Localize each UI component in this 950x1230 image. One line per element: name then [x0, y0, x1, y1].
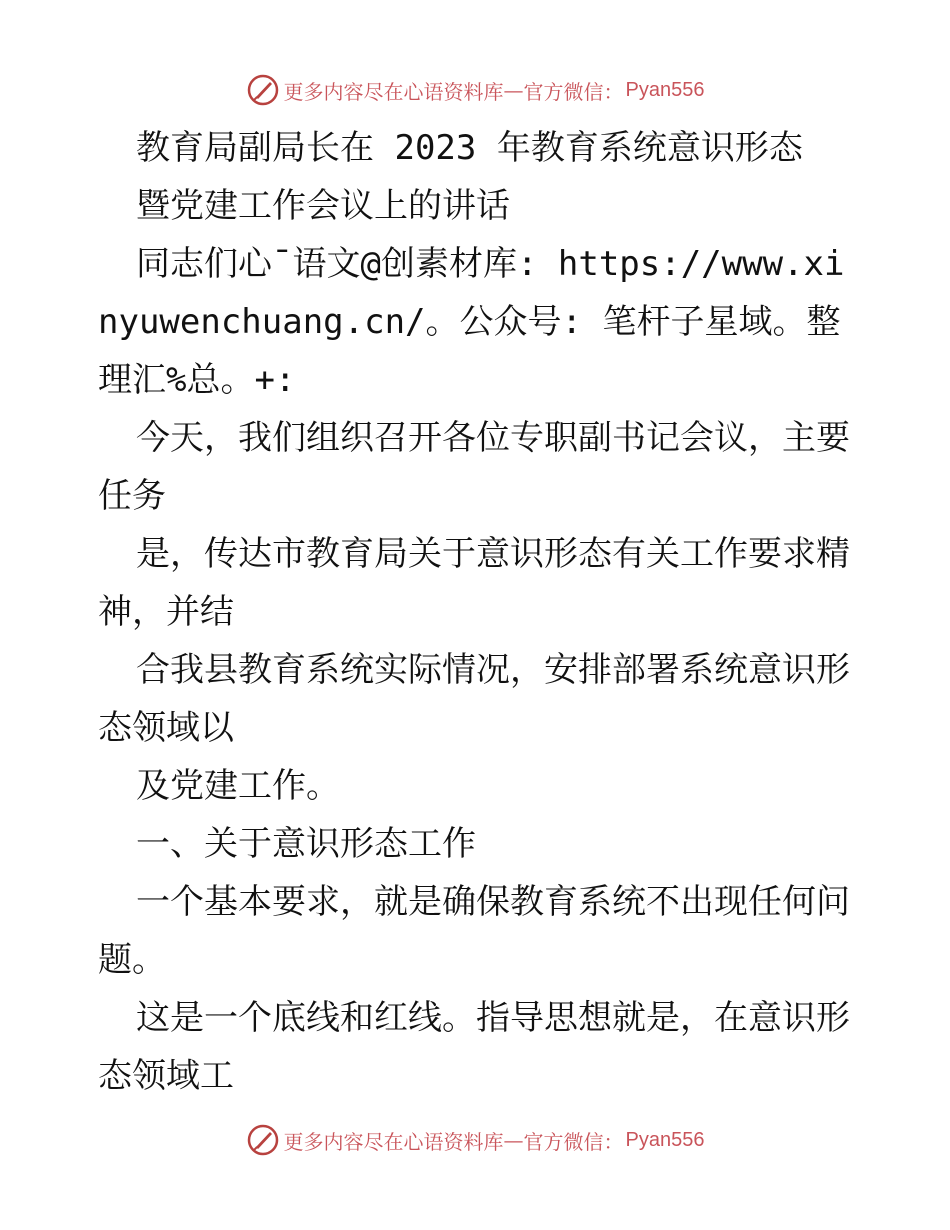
header-watermark	[0, 70, 950, 110]
title-line-2: 暨党建工作会议上的讲话	[136, 186, 510, 226]
quill-logo-icon	[246, 1123, 280, 1157]
section-heading: 一、关于意识形态工作	[136, 824, 476, 864]
footer-watermark	[0, 1120, 950, 1160]
banner-label: 官方微信：	[523, 79, 624, 104]
document-body	[98, 119, 858, 1105]
banner-dash: —	[503, 78, 524, 102]
paragraph: 一个基本要求，就是确保教育系统不出现任何问题。	[98, 882, 850, 980]
banner-text: 更多内容尽在心语资料库	[283, 79, 504, 104]
quill-logo-icon	[246, 73, 280, 107]
paragraph: 今天，我们组织召开各位专职副书记会议，主要任务	[98, 418, 850, 516]
paragraph: 及党建工作。	[136, 766, 340, 806]
banner-wechat: Pyan556	[625, 1128, 705, 1151]
title-line-1: 教育局副局长在 2023 年教育系统意识形态	[136, 128, 803, 168]
banner-wechat: Pyan556	[625, 78, 705, 101]
paragraph: 是，传达市教育局关于意识形态有关工作要求精神，并结	[98, 534, 850, 632]
banner-text: 更多内容尽在心语资料库	[283, 1129, 504, 1154]
paragraph: 同志们心¯语文@创素材库: https://www.xinyuwenchuang.cn/。公众号: 笔杆子星域。整理汇%总。+:	[98, 244, 845, 400]
paragraph: 合我县教育系统实际情况，安排部署系统意识形态领域以	[98, 650, 850, 748]
banner-label: 官方微信：	[523, 1129, 624, 1154]
paragraph: 这是一个底线和红线。指导思想就是，在意识形态领域工	[98, 998, 850, 1096]
banner-dash: —	[503, 1128, 524, 1152]
